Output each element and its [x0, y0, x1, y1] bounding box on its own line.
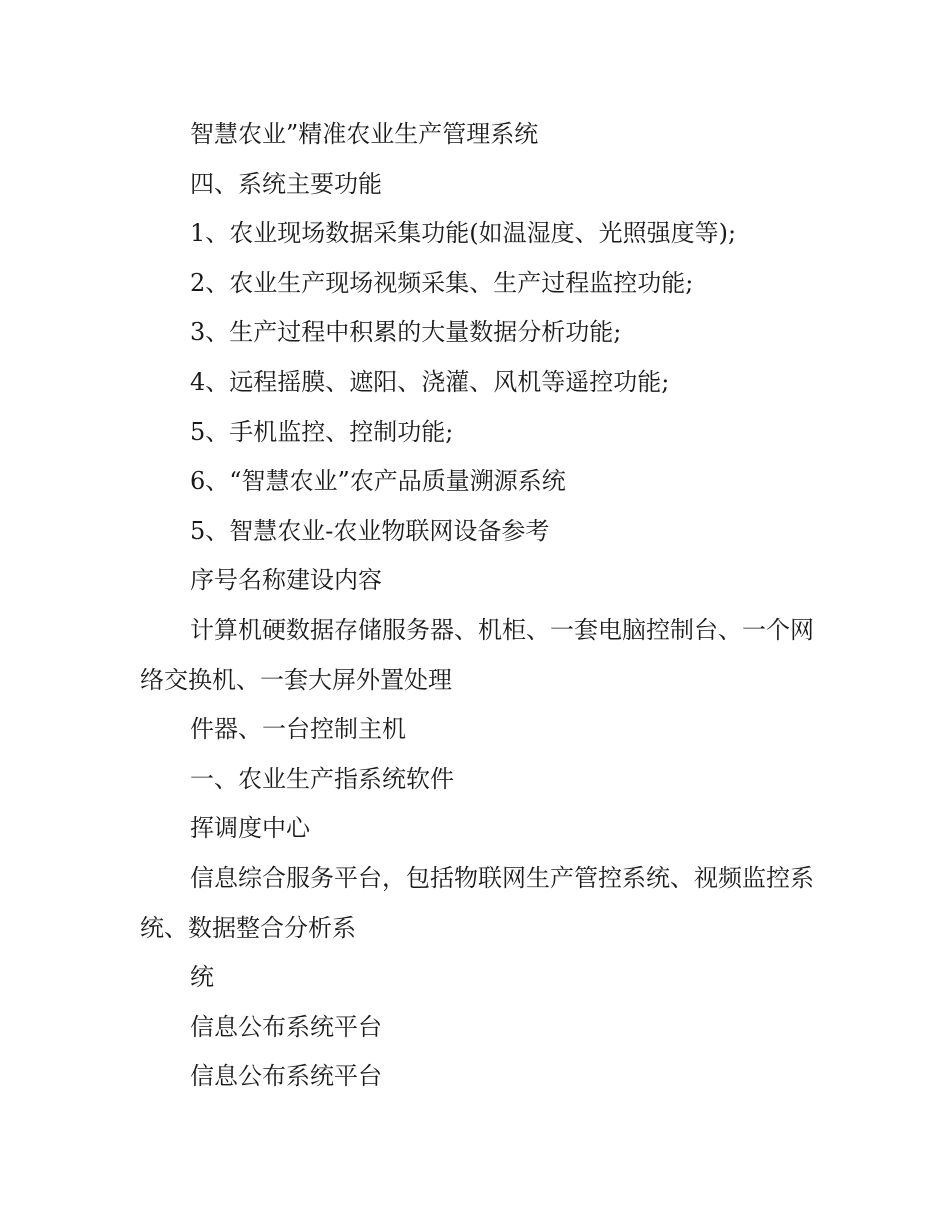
- list-item: 6、“智慧农业”农产品质量溯源系统: [190, 467, 566, 496]
- body-paragraph: 计算机硬数据存储服务器、机柜、一套电脑控制台、一个网络交换机、一套大屏外置处理: [140, 615, 814, 694]
- body-paragraph: 信息公布系统平台: [190, 1012, 382, 1041]
- body-paragraph: 统: [190, 963, 214, 992]
- list-item: 1、农业现场数据采集功能(如温湿度、光照强度等);: [190, 219, 737, 248]
- body-paragraph: 信息公布系统平台: [190, 1062, 382, 1091]
- document-body: [140, 110, 820, 1102]
- list-item: 5、手机监控、控制功能;: [190, 417, 454, 446]
- doc-heading: 智慧农业”精准农业生产管理系统: [190, 120, 539, 148]
- list-item: 2、农业生产现场视频采集、生产过程监控功能;: [190, 268, 694, 297]
- section-title: 四、系统主要功能: [190, 169, 382, 198]
- body-paragraph: 挥调度中心: [190, 814, 310, 843]
- list-item: 4、远程摇膜、遮阳、浇灌、风机等遥控功能;: [190, 367, 670, 396]
- body-paragraph: 一、农业生产指系统软件: [190, 764, 454, 793]
- table-header-text: 序号名称建设内容: [190, 566, 382, 595]
- body-paragraph: 件器、一台控制主机: [190, 715, 406, 744]
- body-paragraph: 信息综合服务平台，包括物联网生产管控系统、视频监控系统、数据整合分析系: [140, 863, 814, 942]
- section-title: 5、智慧农业-农业物联网设备参考: [190, 516, 550, 545]
- list-item: 3、生产过程中积累的大量数据分析功能;: [190, 318, 622, 347]
